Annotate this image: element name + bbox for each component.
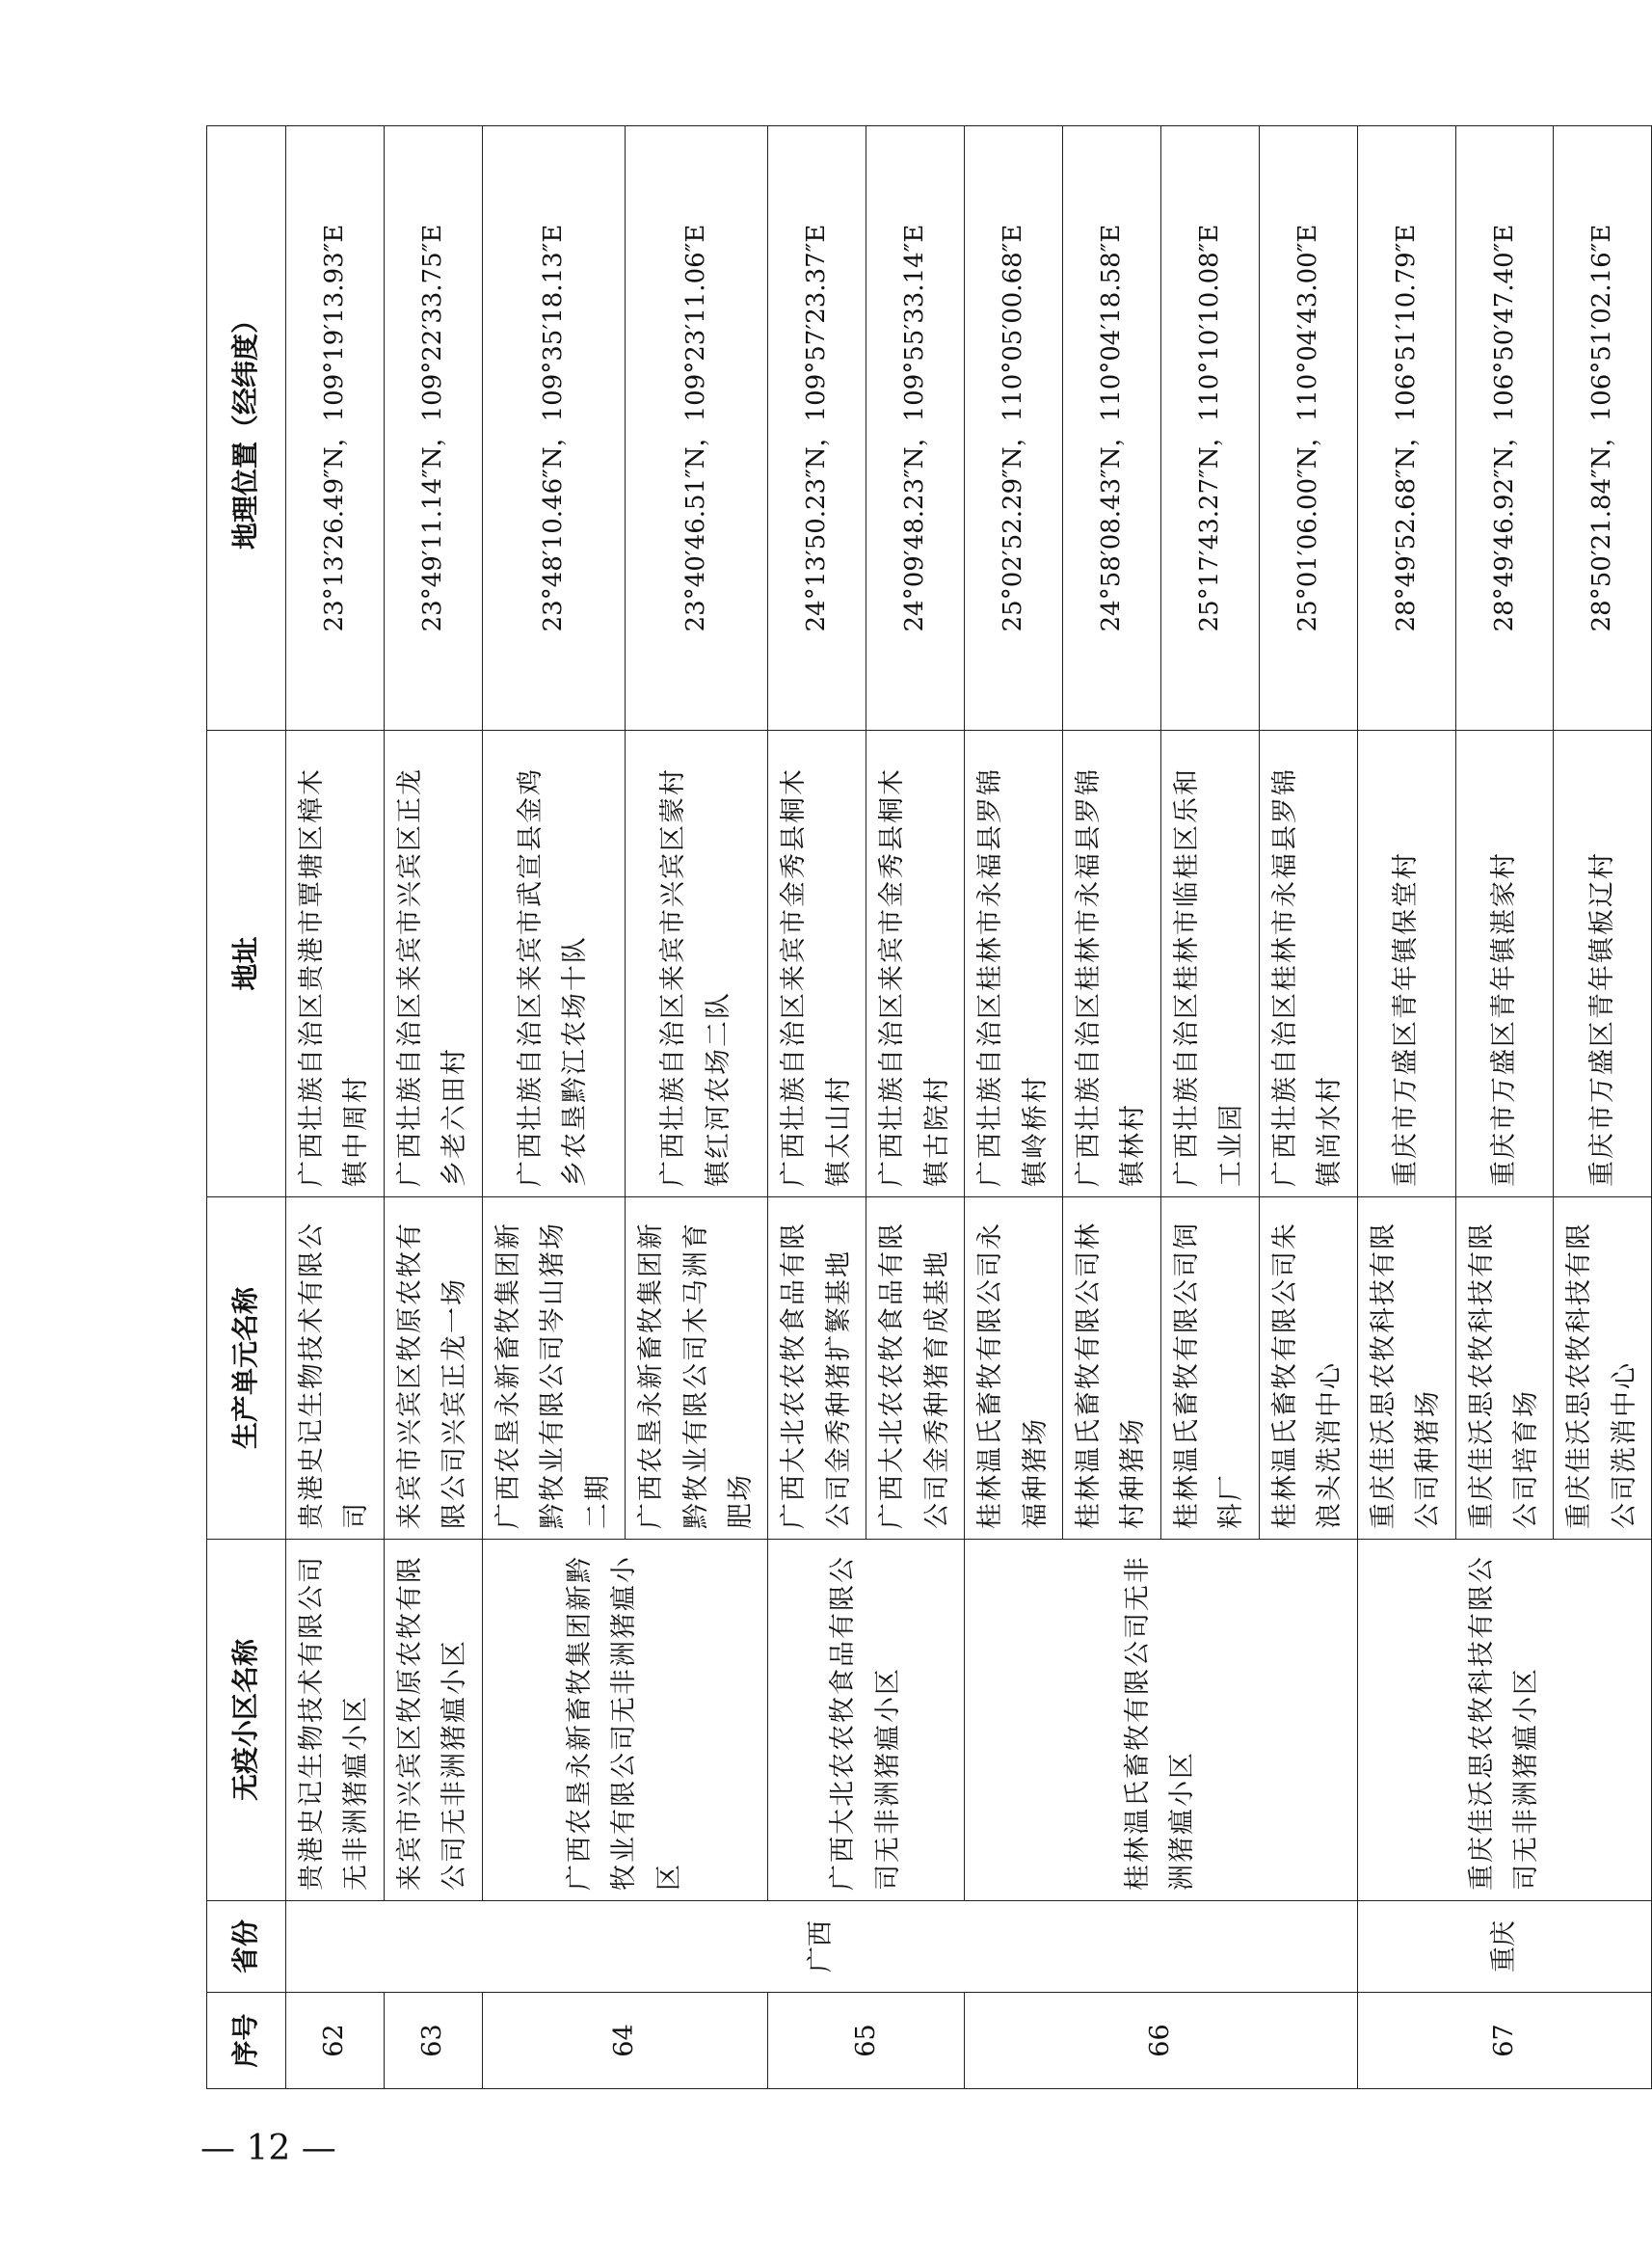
table-row xyxy=(482,126,625,2089)
unit-cell: 桂林温氏畜牧有限公司永福种猪场 xyxy=(965,1197,1063,1540)
coords-cell: 25°17′43.27″N，110°10′10.08″E xyxy=(1160,126,1259,731)
address-cell: 重庆市万盛区青年镇湛家村 xyxy=(1455,731,1554,1197)
unit-cell: 广西大北农农牧食品有限公司金秀种猪扩繁基地 xyxy=(768,1197,866,1540)
coords-cell: 25°01′06.00″N，110°04′43.00″E xyxy=(1259,126,1357,731)
unit-cell: 桂林温氏畜牧有限公司饲料厂 xyxy=(1160,1197,1259,1540)
table-row xyxy=(384,126,482,2089)
address-cell: 重庆市万盛区青年镇板辽村 xyxy=(1554,731,1652,1197)
coords-cell: 24°58′08.43″N，110°04′18.58″E xyxy=(1063,126,1161,731)
zone-cell: 广西大北农农牧食品有限公司无非洲猪瘟小区 xyxy=(768,1540,965,1901)
table-row xyxy=(1357,126,1455,2089)
address-cell: 广西壮族自治区来宾市兴宾区正龙乡老六田村 xyxy=(384,731,482,1197)
header-zone: 无疫小区名称 xyxy=(207,1540,286,1901)
serial-cell: 63 xyxy=(384,1993,482,2089)
zone-cell: 广西农垦永新畜牧集团新黔牧业有限公司无非洲猪瘟小区 xyxy=(482,1540,768,1901)
page-number: — 12 — xyxy=(200,2129,336,2168)
zone-cell: 来宾市兴宾区牧原农牧有限公司无非洲猪瘟小区 xyxy=(384,1540,482,1901)
serial-cell: 67 xyxy=(1357,1993,1652,2089)
address-cell: 广西壮族自治区桂林市永福县罗锦镇尚水村 xyxy=(1259,731,1357,1197)
unit-cell: 重庆佳沃思农牧科技有限公司洗消中心 xyxy=(1554,1197,1652,1540)
serial-cell: 62 xyxy=(286,1993,385,2089)
unit-cell: 桂林温氏畜牧有限公司朱浪头洗消中心 xyxy=(1259,1197,1357,1540)
coords-cell: 25°02′52.29″N，110°05′00.68″E xyxy=(965,126,1063,731)
table-row xyxy=(286,126,385,2089)
address-cell: 重庆市万盛区青年镇保堂村 xyxy=(1357,731,1455,1197)
header-province: 省份 xyxy=(207,1901,286,1993)
serial-cell: 64 xyxy=(482,1993,768,2089)
province-cell: 重庆 xyxy=(1357,1901,1652,1993)
coords-cell: 24°09′48.23″N，109°55′33.14″E xyxy=(866,126,965,731)
address-cell: 广西壮族自治区桂林市临桂区乐和工业园 xyxy=(1160,731,1259,1197)
serial-cell: 65 xyxy=(768,1993,965,2089)
table-row xyxy=(768,126,866,2089)
coords-cell: 23°49′11.14″N，109°22′33.75″E xyxy=(384,126,482,731)
table-row xyxy=(965,126,1063,2089)
zone-table xyxy=(206,125,1652,2089)
coords-cell: 23°13′26.49″N，109°19′13.93″E xyxy=(286,126,385,731)
unit-cell: 广西农垦永新畜牧集团新黔牧业有限公司木马洲育肥场 xyxy=(626,1197,768,1540)
coords-cell: 24°13′50.23″N，109°57′23.37″E xyxy=(768,126,866,731)
unit-cell: 桂林温氏畜牧有限公司林村种猪场 xyxy=(1063,1197,1161,1540)
address-cell: 广西壮族自治区桂林市永福县罗锦镇林村 xyxy=(1063,731,1161,1197)
coords-cell: 28°49′52.68″N，106°51′10.79″E xyxy=(1357,126,1455,731)
address-cell: 广西壮族自治区来宾市金秀县桐木镇古院村 xyxy=(866,731,965,1197)
header-address: 地址 xyxy=(207,731,286,1197)
serial-cell: 66 xyxy=(965,1993,1358,2089)
coords-cell: 23°40′46.51″N，109°23′11.06″E xyxy=(626,126,768,731)
address-cell: 广西壮族自治区贵港市覃塘区樟木镇中周村 xyxy=(286,731,385,1197)
header-unit: 生产单元名称 xyxy=(207,1197,286,1540)
unit-cell: 贵港史记生物技术有限公司 xyxy=(286,1197,385,1540)
unit-cell: 重庆佳沃思农牧科技有限公司培育场 xyxy=(1455,1197,1554,1540)
address-cell: 广西壮族自治区来宾市武宣县金鸡乡农垦黔江农场十队 xyxy=(482,731,625,1197)
zone-cell: 贵港史记生物技术有限公司无非洲猪瘟小区 xyxy=(286,1540,385,1901)
header-row xyxy=(207,126,286,2089)
rotated-page xyxy=(206,126,1639,2089)
unit-cell: 广西大北农农牧食品有限公司金秀种猪育成基地 xyxy=(866,1197,965,1540)
unit-cell: 广西农垦永新畜牧集团新黔牧业有限公司岑山猪场二期 xyxy=(482,1197,625,1540)
header-coords: 地理位置（经纬度） xyxy=(207,126,286,731)
province-cell: 广西 xyxy=(286,1901,1358,1993)
address-cell: 广西壮族自治区来宾市兴宾区蒙村镇红河农场二队 xyxy=(626,731,768,1197)
coords-cell: 28°50′21.84″N，106°51′02.16″E xyxy=(1554,126,1652,731)
address-cell: 广西壮族自治区桂林市永福县罗锦镇岭桥村 xyxy=(965,731,1063,1197)
address-cell: 广西壮族自治区来宾市金秀县桐木镇太山村 xyxy=(768,731,866,1197)
unit-cell: 重庆佳沃思农牧科技有限公司种猪场 xyxy=(1357,1197,1455,1540)
coords-cell: 28°49′46.92″N，106°50′47.40″E xyxy=(1455,126,1554,731)
zone-cell: 桂林温氏畜牧有限公司无非洲猪瘟小区 xyxy=(965,1540,1358,1901)
header-serial: 序号 xyxy=(207,1993,286,2089)
zone-cell: 重庆佳沃思农牧科技有限公司无非洲猪瘟小区 xyxy=(1357,1540,1652,1901)
unit-cell: 来宾市兴宾区牧原农牧有限公司兴宾正龙一场 xyxy=(384,1197,482,1540)
coords-cell: 23°48′10.46″N，109°35′18.13″E xyxy=(482,126,625,731)
